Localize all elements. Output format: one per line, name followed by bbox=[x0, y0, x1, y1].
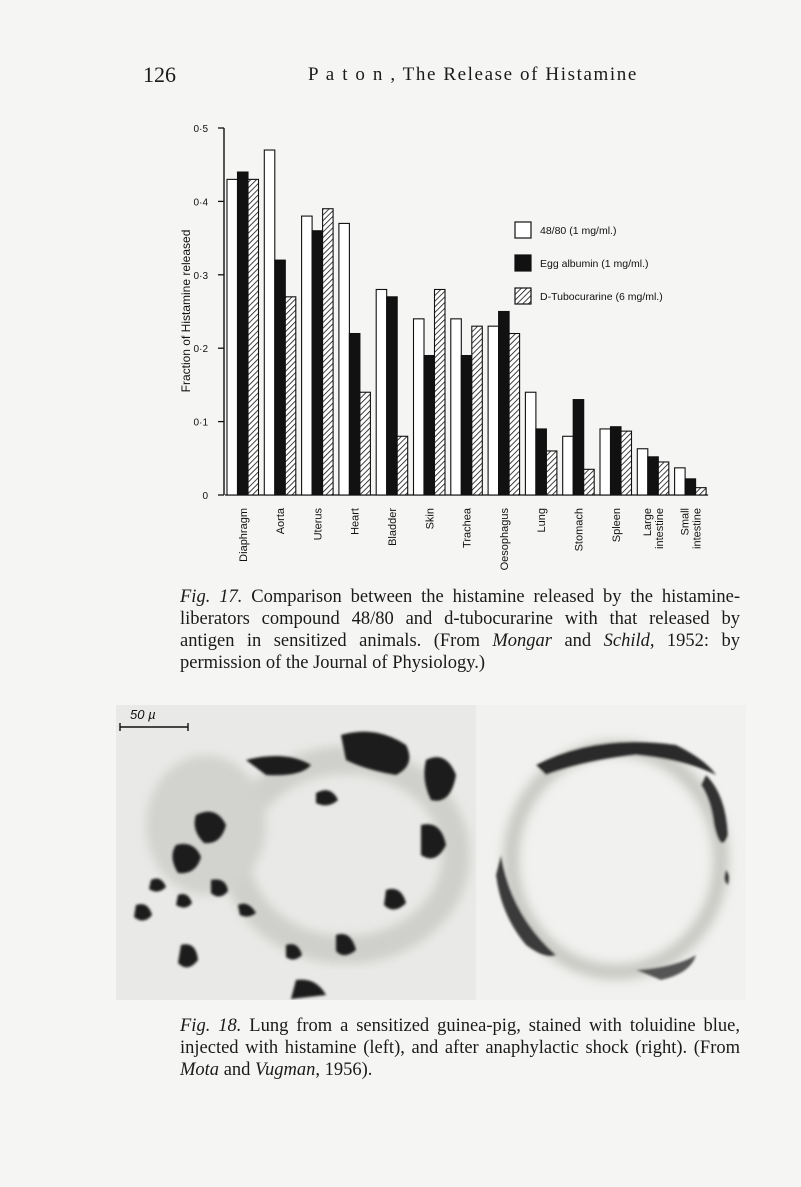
bar-hatched-small-intestine bbox=[696, 488, 707, 495]
legend-swatch-solid bbox=[515, 255, 531, 271]
x-tick-label: Uterus bbox=[312, 508, 325, 541]
fig18-and: and bbox=[219, 1060, 256, 1080]
figure-17-caption bbox=[180, 586, 740, 674]
y-tick-label: 0·3 bbox=[193, 270, 208, 282]
x-tick-label: Small bbox=[679, 508, 692, 536]
bar-open-diaphragm bbox=[227, 179, 238, 495]
bar-hatched-uterus bbox=[323, 209, 334, 495]
y-tick-label: 0·1 bbox=[193, 417, 208, 429]
y-tick-label: 0·5 bbox=[193, 124, 208, 135]
bar-open-oesophagus bbox=[488, 326, 499, 495]
bar-solid-aorta bbox=[275, 260, 286, 495]
page-header bbox=[0, 62, 801, 92]
page-number: 126 bbox=[143, 62, 176, 87]
x-tick-label: Large bbox=[642, 508, 655, 537]
bar-solid-oesophagus bbox=[499, 312, 510, 496]
bar-hatched-aorta bbox=[285, 297, 296, 495]
fig17-text: Comparison between the histamine released by the histamine-liberators compound 48/80 and d-tubocurarine with that released by antigen in sensitized animals. (From bbox=[180, 587, 740, 651]
bar-solid-trachea bbox=[461, 356, 472, 495]
bar-solid-bladder bbox=[387, 297, 398, 495]
x-tick-label: Diaphragm bbox=[237, 508, 250, 562]
bar-solid-large-intestine bbox=[648, 457, 659, 495]
bar-open-large-intestine bbox=[637, 449, 648, 495]
fig17-author2: Schild bbox=[603, 631, 650, 651]
y-tick-label: 0·4 bbox=[193, 197, 208, 209]
micrograph-image bbox=[116, 705, 746, 1000]
chart-bars bbox=[227, 150, 706, 495]
legend-label: Egg albumin (1 mg/ml.) bbox=[540, 258, 649, 270]
x-tick-label: Spleen bbox=[610, 508, 623, 543]
fig18-author2: Vugman bbox=[255, 1060, 316, 1080]
bar-hatched-large-intestine bbox=[658, 462, 669, 495]
bar-solid-skin bbox=[424, 356, 435, 495]
bar-hatched-heart bbox=[360, 392, 371, 495]
bar-open-aorta bbox=[264, 150, 275, 495]
x-tick-label: intestine bbox=[691, 508, 704, 549]
bar-solid-heart bbox=[349, 334, 360, 495]
bar-hatched-lung bbox=[546, 451, 557, 495]
bar-open-skin bbox=[414, 319, 425, 495]
x-tick-label: intestine bbox=[654, 508, 667, 549]
lung-micrograph-figure bbox=[116, 705, 746, 1000]
bar-solid-uterus bbox=[312, 231, 323, 495]
legend-swatch-open bbox=[515, 222, 531, 238]
fig17-rest: , 1952: by permission of the Journal of Physiology.) bbox=[180, 631, 740, 673]
x-tick-label: Aorta bbox=[275, 508, 288, 535]
scale-bar-label: 50 µ bbox=[130, 707, 156, 722]
bar-hatched-oesophagus bbox=[509, 334, 519, 495]
legend-swatch-hatched bbox=[515, 288, 531, 304]
fig17-author1: Mongar bbox=[492, 631, 553, 651]
x-tick-label: Bladder bbox=[386, 508, 399, 546]
bar-solid-small-intestine bbox=[685, 479, 696, 495]
bar-open-lung bbox=[525, 392, 536, 495]
bar-solid-lung bbox=[536, 429, 547, 495]
chart-legend bbox=[515, 222, 663, 304]
bar-hatched-stomach bbox=[584, 469, 595, 495]
fig17-and: and bbox=[552, 631, 604, 651]
y-axis-title: Fraction of Histamine released bbox=[179, 229, 193, 393]
bar-open-uterus bbox=[302, 216, 313, 495]
x-tick-label: Skin bbox=[424, 508, 437, 530]
fig18-text: Lung from a sensitized guinea-pig, stained with toluidine blue, injected with histamine (left), and after anaphylactic shock (right). (From bbox=[180, 1016, 740, 1058]
fig18-label: Fig. 18. bbox=[180, 1016, 242, 1036]
chart-x-tick-labels bbox=[238, 507, 704, 570]
bar-open-heart bbox=[339, 223, 350, 495]
bar-hatched-diaphragm bbox=[248, 179, 259, 495]
bar-open-trachea bbox=[451, 319, 462, 495]
bar-hatched-trachea bbox=[472, 326, 483, 495]
fig18-author1: Mota bbox=[180, 1060, 220, 1080]
bar-solid-diaphragm bbox=[238, 172, 249, 495]
x-tick-label: Lung bbox=[536, 508, 549, 533]
running-head: P a t o n , The Release of Histamine bbox=[308, 64, 638, 85]
x-tick-label: Oesophagus bbox=[498, 507, 511, 571]
bar-hatched-spleen bbox=[621, 431, 632, 495]
bar-open-small-intestine bbox=[675, 468, 686, 495]
bar-solid-spleen bbox=[611, 427, 622, 495]
legend-label: D-Tubocurarine (6 mg/ml.) bbox=[540, 291, 663, 303]
fig18-rest: , 1956). bbox=[315, 1060, 373, 1080]
y-tick-label: 0 bbox=[202, 491, 208, 502]
figure-18-caption bbox=[180, 1015, 740, 1081]
legend-label: 48/80 (1 mg/ml.) bbox=[540, 225, 617, 237]
bar-open-bladder bbox=[376, 289, 387, 495]
y-tick-label: 0·2 bbox=[193, 344, 208, 356]
bar-open-spleen bbox=[600, 429, 611, 495]
fig17-label: Fig. 17. bbox=[180, 587, 243, 607]
bar-open-stomach bbox=[563, 436, 574, 495]
x-tick-label: Heart bbox=[349, 508, 362, 535]
bar-solid-stomach bbox=[573, 400, 584, 495]
bar-hatched-bladder bbox=[397, 436, 408, 495]
x-tick-label: Stomach bbox=[573, 508, 586, 552]
bar-hatched-skin bbox=[435, 289, 446, 495]
x-tick-label: Trachea bbox=[461, 508, 474, 548]
